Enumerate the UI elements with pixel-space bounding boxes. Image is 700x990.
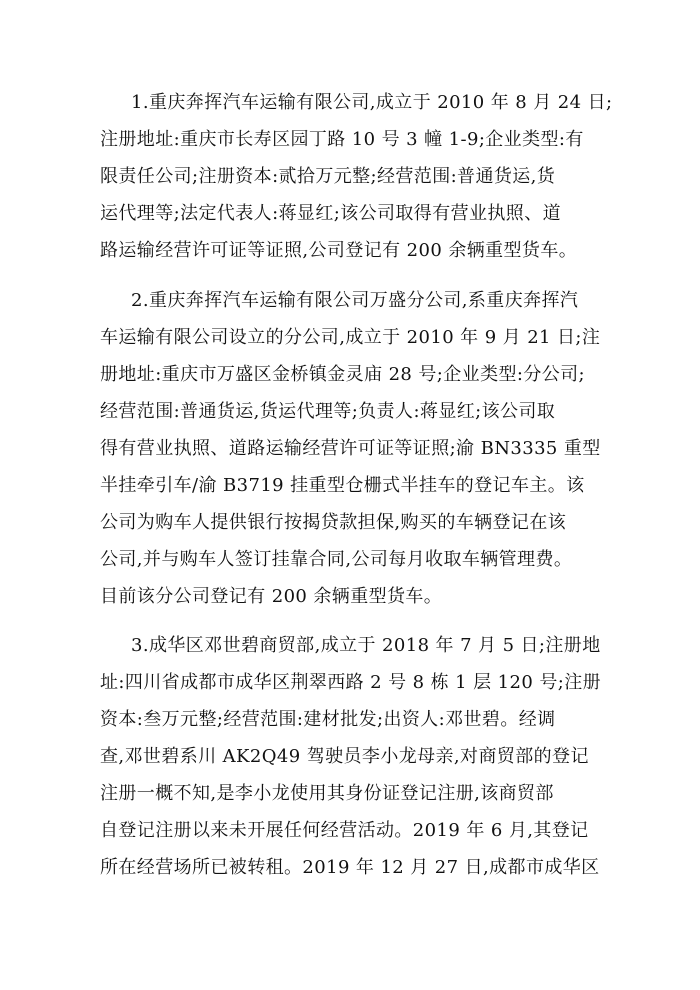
paragraph-line: 运代理等;法定代表人:蒋显红;该公司取得有营业执照、道 [100, 203, 561, 224]
paragraph-line: 册地址:重庆市万盛区金桥镇金灵庙 28 号;企业类型:分公司; [100, 364, 586, 385]
paragraph-line: 资本:叁万元整;经营范围:建材批发;出资人:邓世碧。经调 [100, 709, 556, 730]
paragraph-line: 公司,并与购车人签订挂靠合同,公司每月收取车辆管理费。 [100, 549, 573, 570]
paragraph-line: 所在经营场所已被转租。2019 年 12 月 27 日,成都市成华区 [100, 857, 600, 878]
paragraph-line: 查,邓世碧系川 AK2Q49 驾驶员李小龙母亲,对商贸部的登记 [100, 746, 589, 767]
paragraph-line: 限责任公司;注册资本:贰拾万元整;经营范围:普通货运,货 [100, 166, 556, 187]
paragraph-line: 注册地址:重庆市长寿区园丁路 10 号 3 幢 1-9;企业类型:有 [100, 129, 584, 150]
paragraph-line: 2.重庆奔挥汽车运输有限公司万盛分公司,系重庆奔挥汽 [131, 290, 579, 311]
paragraph-line: 址:四川省成都市成华区荆翠西路 2 号 8 栋 1 层 120 号;注册 [100, 672, 602, 693]
paragraph-line: 公司为购车人提供银行按揭贷款担保,购买的车辆登记在该 [100, 512, 567, 533]
paragraph-line: 目前该分公司登记有 200 余辆重型货车。 [100, 586, 443, 607]
paragraph-line: 半挂牵引车/渝 B3719 挂重型仓栅式半挂车的登记车主。该 [100, 475, 585, 496]
paragraph-line: 3.成华区邓世碧商贸部,成立于 2018 年 7 月 5 日;注册地 [131, 635, 601, 656]
paragraph-line: 经营范围:普通货运,货运代理等;负责人:蒋显红;该公司取 [100, 401, 556, 422]
paragraph-line: 1.重庆奔挥汽车运输有限公司,成立于 2010 年 8 月 24 日; [131, 92, 613, 113]
paragraph-line: 注册一概不知,是李小龙使用其身份证登记注册,该商贸部 [100, 783, 554, 804]
paragraph-line: 车运输有限公司设立的分公司,成立于 2010 年 9 月 21 日;注 [100, 327, 601, 348]
paragraph-line: 自登记注册以来未开展任何经营活动。2019 年 6 月,其登记 [100, 820, 589, 841]
paragraph-line: 得有营业执照、道路运输经营许可证等证照;渝 BN3335 重型 [100, 438, 601, 459]
paragraph-line: 路运输经营许可证等证照,公司登记有 200 余辆重型货车。 [100, 240, 578, 261]
